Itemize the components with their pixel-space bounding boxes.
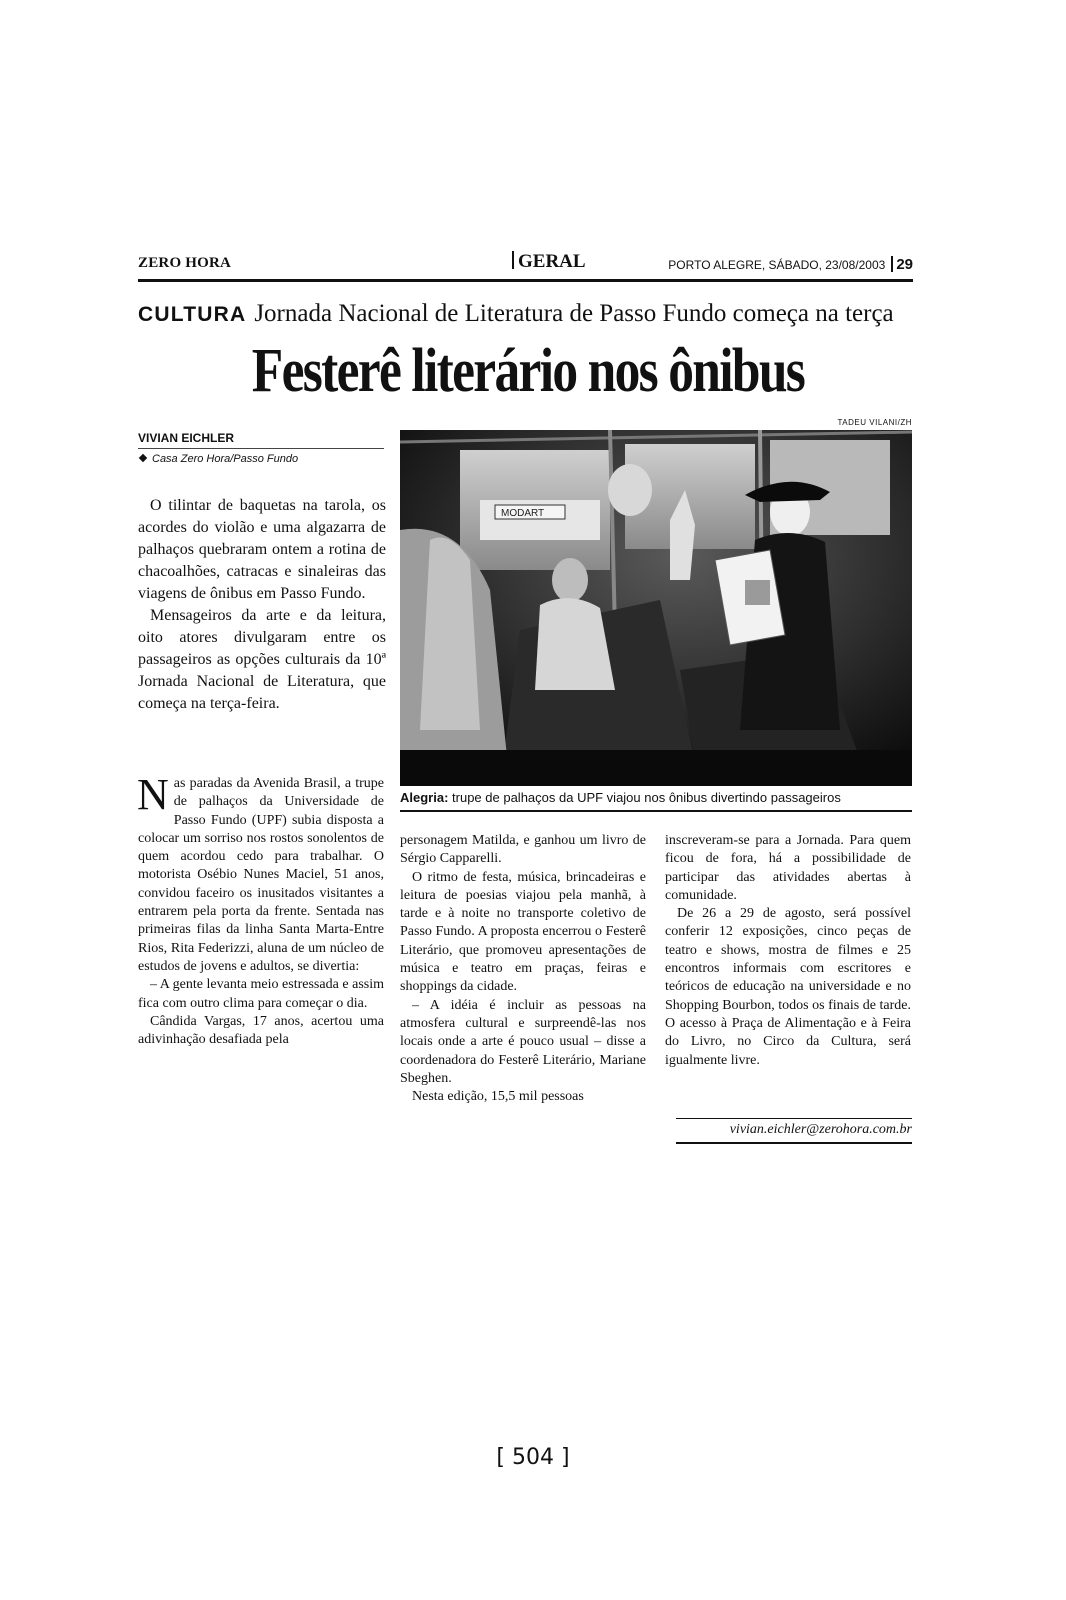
body-paragraph: – A idéia é incluir as pessoas na atmosfera cultural e surpreendê-las nos locais onde a arte é pouco usual – disse a coordenadora do Festerê Literário, Mariane Sbeghen. <box>400 997 646 1086</box>
author-location: Casa Zero Hora/Passo Fundo <box>138 453 384 465</box>
bus-interior-photo <box>400 430 912 786</box>
lead-paragraphs <box>138 495 386 715</box>
archive-page-number: [ 504 ] <box>496 1445 570 1470</box>
body-paragraph: De 26 a 29 de agosto, será possível conferir 12 exposições, cinco peças de teatro e shows, mostra de filmes e 25 encontros informais com escritores e teóricos de educação na universidade e no Shopping Bourbon, todos os finais de tarde. O acesso à Praça de Alimentação e à Feira do Livro, no Circo da Cultura, será igualmente livre. <box>665 906 911 1068</box>
body-column-2 <box>400 832 646 1106</box>
deck-headline: Jornada Nacional de Literatura de Passo Fundo começa na terça <box>254 300 894 327</box>
headline: Festerê literário nos ônibus <box>251 337 805 405</box>
author-email: vivian.eichler@zerohora.com.br <box>676 1118 912 1144</box>
lead-paragraph: Mensageiros da arte e da leitura, oito atores divulgaram entre os passageiros as opções culturais da 10ª Jornada Nacional de Literatura, que começa na terça-feira. <box>138 607 386 712</box>
section-kicker: CULTURA <box>138 303 247 326</box>
newspaper-page-number: 29 <box>896 256 913 273</box>
body-paragraph: inscreveram-se para a Jornada. Para quem ficou de fora, há a possibilidade de participar das atividades abertas à comunidade. <box>665 833 911 903</box>
section-name: GERAL <box>512 251 586 273</box>
caption-label: Alegria: <box>400 790 449 805</box>
photo-credit: TADEU VILANI/ZH <box>837 418 912 427</box>
bus-sign-text: MODART <box>501 508 545 519</box>
kicker-row <box>138 300 918 328</box>
diamond-bullet-icon <box>139 454 147 462</box>
body-paragraph: Nesta edição, 15,5 mil pessoas <box>412 1089 584 1105</box>
news-photo <box>400 430 912 786</box>
dateline: PORTO ALEGRE, SÁBADO, 23/08/2003 29 <box>668 256 913 273</box>
body-paragraph: – A gente levanta meio estressada e assim fica com outro clima para começar o dia. <box>138 977 384 1011</box>
lead-paragraph: O tilintar de baquetas na tarola, os acordes do violão e uma algazarra de palhaços quebraram ontem a rotina de chacoalhões, catracas e sinaleiras das viagens de ônibus em Passo Fundo. <box>138 497 386 602</box>
author-name: VIVIAN EICHLER <box>138 431 384 449</box>
caption-text: trupe de palhaços da UPF viajou nos ônibus divertindo passageiros <box>452 790 841 805</box>
masthead <box>138 253 913 282</box>
body-paragraph: personagem Matilda, e ganhou um livro de Sérgio Capparelli. <box>400 833 646 867</box>
body-paragraph: O ritmo de festa, música, brincadeiras e leitura de poesias viajou pela manhã, à tarde e à noite no transporte coletivo de Passo Fundo. A proposta encerrou o Festerê Literário, que promoveu apresentações de música e teatro em praças, feiras e shoppings da cidade. <box>400 869 646 995</box>
body-paragraph: Nas paradas da Avenida Brasil, a trupe de palhaços da Universidade de Passo Fundo (UPF) subia disposta a colocar um sorriso nos rostos sonolentos de quem acordou cedo para trabalhar. O motorista Osébio Nunes Maciel, 51 anos, convidou faceiro os inusitados visitantes a entrarem pela porta da frente. Sentada nas primeiras filas da linha Santa Marta-Entre Rios, Rita Federizzi, aluna de um núcleo de estudos de jovens e adultos, se divertia: <box>137 770 384 974</box>
photo-caption <box>400 790 912 812</box>
byline <box>138 431 384 465</box>
drop-cap: N <box>137 770 169 819</box>
body-column-3 <box>665 832 911 1070</box>
newspaper-name: ZERO HORA <box>138 255 232 271</box>
body-paragraph: Cândida Vargas, 17 anos, acertou uma adivinhação desafiada pela <box>138 1013 384 1048</box>
body-column-1 <box>137 770 384 1049</box>
